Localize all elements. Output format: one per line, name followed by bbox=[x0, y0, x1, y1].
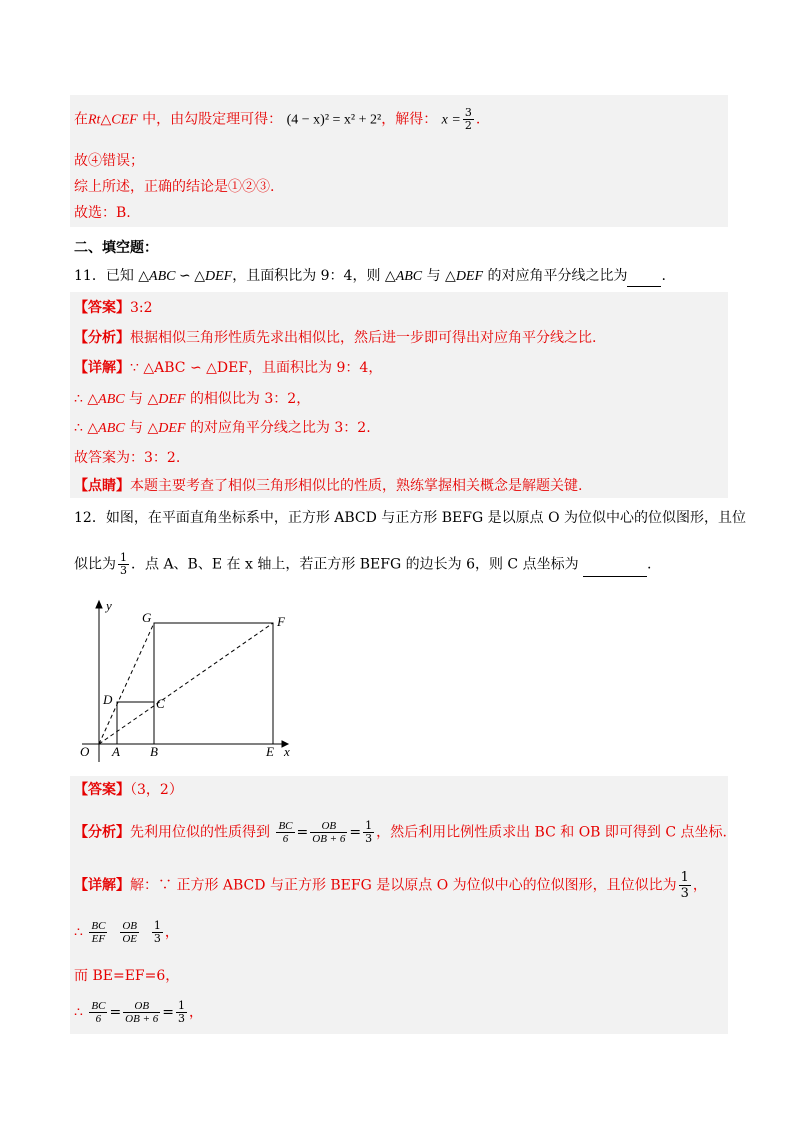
detail-12-step3: ∴ $\frac{BC}{6}$ = $\frac{OB}{OB + 6}$ = $\frac{1}{3}$ ， bbox=[74, 999, 203, 1025]
answer-11: 【答案】3:2 bbox=[74, 300, 153, 316]
label-y: y bbox=[106, 598, 112, 613]
section-title: 二、填空题： bbox=[74, 240, 158, 256]
question-11: 11．已知 △ABC ∽ △DEF，且面积比为 9：4，则 △ABC 与 △DEF 的对应角平分线之比为 . bbox=[74, 266, 666, 287]
analysis-11: 【分析】根据相似三角形性质先求出相似比，然后进一步即可得出对应角平分线之比. bbox=[74, 330, 597, 346]
label-f: F bbox=[277, 614, 285, 629]
solution-block-q11 bbox=[70, 292, 728, 498]
label-e: E bbox=[266, 744, 274, 759]
label-b: B bbox=[150, 744, 158, 759]
comment-11: 【点睛】本题主要考查了相似三角形相似比的性质，熟练掌握相关概念是解题关键. bbox=[74, 478, 583, 494]
answer-blank-11[interactable] bbox=[627, 266, 661, 287]
detail-11: 【详解】∵ △ABC ∽ △DEF，且面积比为 9：4， bbox=[74, 360, 383, 376]
solution-block-q12 bbox=[70, 776, 728, 1034]
label-g: G bbox=[142, 610, 152, 625]
detail-12: 【详解】解：∵ 正方形 ABCD 与正方形 BEFG 是以原点 O 为位似中心的位似图形，且位似比为 $\frac{1}{3}$ ， bbox=[74, 870, 707, 901]
answer-blank-12[interactable] bbox=[583, 556, 647, 577]
solution-line-summary: 综上所述，正确的结论是①②③. bbox=[74, 179, 275, 195]
solution-line-pythagoras: 在Rt△CEF 中，由勾股定理可得： (4 − x)² = x² + 2²，解得： x = $\frac{3}{2}$ . bbox=[74, 106, 481, 132]
detail-12-step2: 而 BE=EF=6， bbox=[74, 968, 180, 984]
label-c: C bbox=[156, 696, 165, 711]
ratio-fraction: $\frac{1}{3}$ bbox=[120, 551, 127, 577]
detail-12-step1: ∴ $\frac{BC}{EF}$ $\frac{OB}{OE}$ $\frac{1}{3}$ ， bbox=[74, 919, 179, 945]
solution-line-wrong: 故④错误； bbox=[74, 153, 144, 169]
detail-11-step2: ∴ △ABC 与 △DEF 的相似比为 3：2， bbox=[74, 391, 311, 407]
detail-11-step3: ∴ △ABC 与 △DEF 的对应角平分线之比为 3：2. bbox=[74, 420, 371, 436]
label-x: x bbox=[284, 744, 290, 759]
question-12-line2: 似比为 $\frac{1}{3}$ ．点 A、B、E 在 x 轴上，若正方形 BEFG 的边长为 6，则 C 点坐标为 . bbox=[74, 551, 652, 577]
solution-block-q10 bbox=[70, 95, 728, 227]
dashed-line-of bbox=[99, 623, 273, 744]
fraction-three-halves: $\frac{3}{2}$ bbox=[464, 106, 472, 132]
final-answer-11: 故答案为：3：2. bbox=[74, 450, 181, 466]
square-befg bbox=[154, 623, 273, 744]
label-a: A bbox=[112, 744, 120, 759]
question-12-line1: 12．如图，在平面直角坐标系中，正方形 ABCD 与正方形 BEFG 是以原点 O 为位似中心的位似图形，且位 bbox=[74, 510, 746, 526]
pythagoras-equation: (4 − x)² = x² + 2² bbox=[286, 112, 382, 128]
analysis-12: 【分析】先利用位似的性质得到 $\frac{BC}{6}$ = $\frac{OB}{OB + 6}$ = $\frac{1}{3}$ ，然后利用比例性质求出 BC 和 OB 即可得到 C 点坐标. bbox=[74, 819, 727, 845]
dashed-line-og bbox=[99, 623, 154, 744]
label-d: D bbox=[103, 692, 113, 707]
answer-12: 【答案】（3，2） bbox=[74, 782, 183, 798]
label-o: O bbox=[80, 744, 90, 759]
coordinate-figure bbox=[76, 596, 306, 766]
y-axis-arrow bbox=[96, 601, 102, 608]
solution-line-choice: 故选：B. bbox=[74, 205, 131, 221]
square-abcd bbox=[117, 702, 154, 744]
